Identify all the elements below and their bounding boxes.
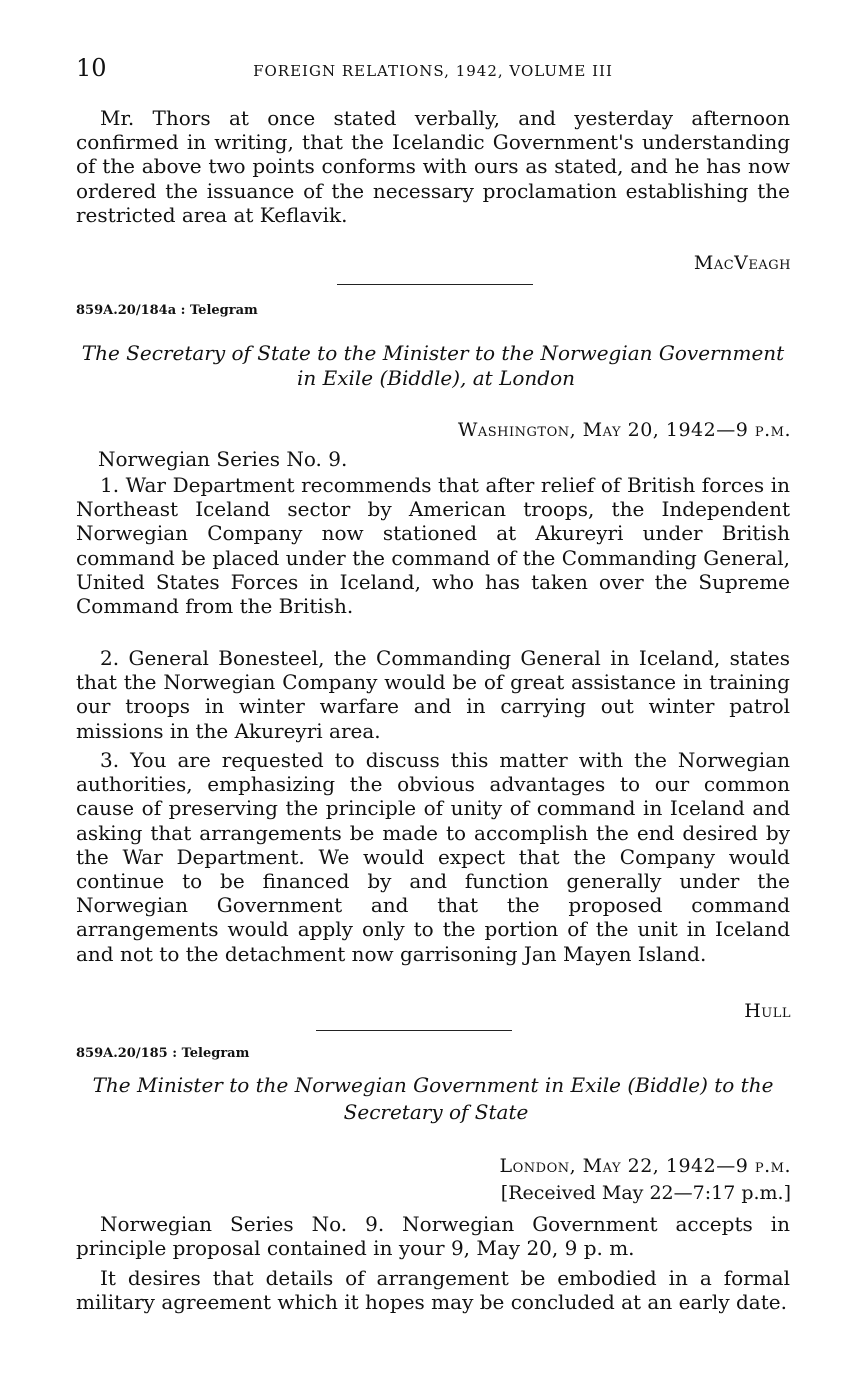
- doc2-title-line1: The Secretary of State to the Minister to the Norwegian Government: [81, 341, 785, 365]
- doc2-paragraph-3: 3. You are requested to discuss this matter with the Norwegian authorities, emphasizing the obvious advantages to our common cause of preserving the principle of unity of command in Iceland and asking that arrangements be made to accomplish the end desired by the War Department. We would expect that the Company would continue to be financed by and function generally under the Norwegian Government and that the proposed command arrangements would apply only to the portion of the unit in Iceland and not to the detachment now garrisoning Jan Mayen Island.: [76, 748, 790, 966]
- doc2-file-ref: 859A.20/184a : Telegram: [76, 303, 258, 318]
- doc3-received: [Received May 22—7:17 p.m.]: [500, 1182, 791, 1204]
- doc3-title-line2: Secretary of State: [343, 1100, 529, 1124]
- doc3-title-line1: The Minister to the Norwegian Government in Exile (Biddle) to the: [92, 1073, 774, 1097]
- doc2-series: Norwegian Series No. 9.: [98, 447, 348, 471]
- doc2-title-line2: in Exile (Biddle), at London: [297, 366, 575, 390]
- section-divider: [337, 284, 533, 285]
- doc2-dateline-text: Washington, May 20, 1942—9 p.m.: [457, 419, 791, 441]
- doc3-file-ref: 859A.20/185 : Telegram: [76, 1046, 250, 1061]
- doc2-dateline: [458, 419, 791, 441]
- doc3-dateline: [500, 1155, 792, 1177]
- page-header: [76, 54, 790, 84]
- doc1-signature: MacVeagh: [693, 252, 791, 274]
- doc2-paragraph-1: 1. War Department recommends that after relief of British forces in Northeast Iceland sector by American troops, the Independent Norwegian Company now stationed at Akureyri under British command be placed under the command of the Commanding General, United States Forces in Iceland, who has taken over the Supreme Command from the British.: [76, 473, 790, 619]
- doc2-paragraph-2: 2. General Bonesteel, the Commanding General in Iceland, states that the Norwegian Company would be of great assistance in training our troops in winter warfare and in carrying out winter patrol missions in the Akureyri area.: [76, 646, 790, 743]
- page-number: 10: [76, 54, 107, 82]
- doc3-paragraph-2: It desires that details of arrangement be embodied in a formal military agreement which it hopes may be concluded at an early date.: [76, 1266, 790, 1315]
- running-head: FOREIGN RELATIONS, 1942, VOLUME III: [253, 62, 613, 80]
- doc1-paragraph: Mr. Thors at once stated verbally, and yesterday afternoon confirmed in writing, that the Icelandic Government's understanding of the above two points conforms with ours as stated, and he has now ordered the issuance of the necessary proclamation establishing the restricted area at Keflavik.: [76, 106, 790, 227]
- section-divider-2: [316, 1030, 512, 1031]
- doc3-dateline-text: London, May 22, 1942—9 p.m.: [499, 1155, 791, 1177]
- doc3-paragraph-1: Norwegian Series No. 9. Norwegian Government accepts in principle proposal contained in your 9, May 20, 9 p. m.: [76, 1212, 790, 1261]
- doc2-signature: Hull: [744, 1000, 791, 1022]
